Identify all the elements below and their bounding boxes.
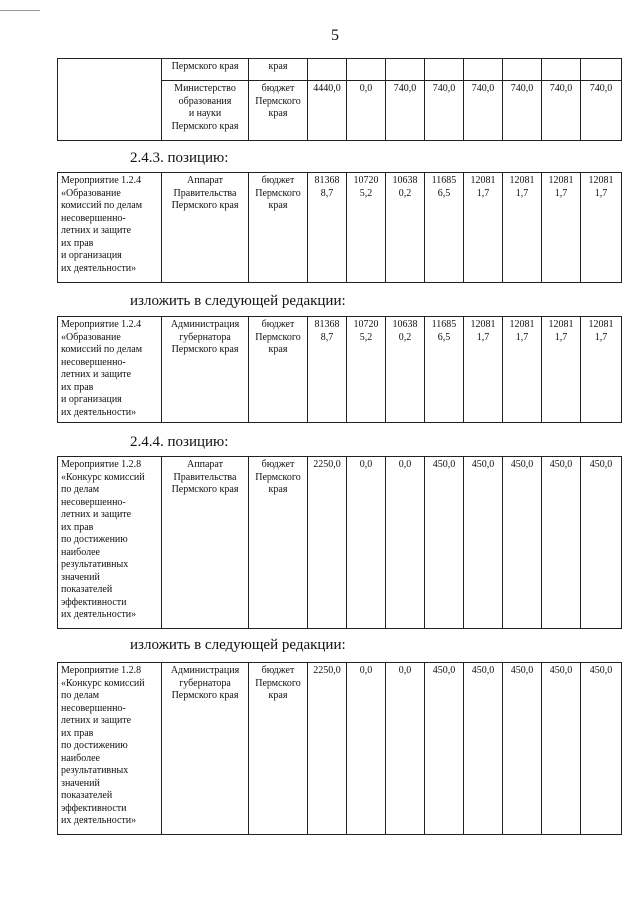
event-cell [58,59,162,141]
value-cell: 450,0 [503,457,542,629]
value-cell: 81368 8,7 [308,317,347,423]
value-cell: 0,0 [347,81,386,141]
value-cell: 450,0 [581,457,622,629]
value-cell: 450,0 [503,663,542,835]
value-cell: 740,0 [581,81,622,141]
value-cell [542,59,581,81]
value-cell: 12081 1,7 [542,173,581,283]
table-row [58,59,622,81]
value-cell [581,59,622,81]
event-cell: Мероприятие 1.2.8 «Конкурс комиссий по делам несовершенно- летних и защите их прав по достижению наиболее результативных значений показателей эффективности их деятельности» [58,457,162,629]
table-row [58,173,622,283]
value-cell: 12081 1,7 [464,317,503,423]
source-cell: бюджет Пермского края [249,173,308,283]
value-cell: 11685 6,5 [425,317,464,423]
source-cell: бюджет Пермского края [249,317,308,423]
value-cell: 0,0 [386,663,425,835]
event-cell: Мероприятие 1.2.8 «Конкурс комиссий по делам несовершенно- летних и защите их прав по достижению наиболее результативных значений показателей эффективности их деятельности» [58,663,162,835]
value-cell: 2250,0 [308,663,347,835]
value-cell: 4440,0 [308,81,347,141]
value-cell: 12081 1,7 [464,173,503,283]
value-cell: 0,0 [347,457,386,629]
measure-table-1-2-8-new [57,662,622,835]
value-cell: 740,0 [386,81,425,141]
value-cell: 12081 1,7 [581,173,622,283]
executor-cell: Аппарат Правительства Пермского края [162,457,249,629]
source-cell: края [249,59,308,81]
value-cell [347,59,386,81]
heading-2-4-4: 2.4.4. позицию: [130,434,229,450]
value-cell: 450,0 [425,663,464,835]
value-cell: 10638 0,2 [386,317,425,423]
event-cell: Мероприятие 1.2.4 «Образование комиссий по делам несовершенно- летних и защите их прав и организация их деятельности» [58,173,162,283]
executor-cell: Министерство образования и науки Пермского края [162,81,249,141]
table-row [58,457,622,629]
source-cell: бюджет Пермского края [249,663,308,835]
value-cell: 10720 5,2 [347,173,386,283]
value-cell: 450,0 [425,457,464,629]
value-cell: 740,0 [464,81,503,141]
value-cell [464,59,503,81]
value-cell: 0,0 [347,663,386,835]
value-cell: 11685 6,5 [425,173,464,283]
value-cell [308,59,347,81]
executor-cell: Аппарат Правительства Пермского края [162,173,249,283]
heading-new-edition-1: изложить в следующей редакции: [130,293,346,309]
source-cell: бюджет Пермского края [249,81,308,141]
value-cell: 450,0 [464,663,503,835]
measure-table-1-2-8-old [57,456,622,629]
value-cell: 2250,0 [308,457,347,629]
value-cell: 10720 5,2 [347,317,386,423]
value-cell: 740,0 [542,81,581,141]
value-cell [425,59,464,81]
value-cell: 12081 1,7 [581,317,622,423]
value-cell [503,59,542,81]
value-cell [386,59,425,81]
value-cell: 740,0 [425,81,464,141]
scan-top-line [0,10,40,11]
value-cell: 450,0 [581,663,622,835]
page-number: 5 [331,27,339,44]
value-cell: 12081 1,7 [503,317,542,423]
table-row [58,317,622,423]
executor-cell: Администрация губернатора Пермского края [162,317,249,423]
value-cell: 450,0 [542,663,581,835]
continuation-table [57,58,622,141]
value-cell: 450,0 [464,457,503,629]
executor-cell: Администрация губернатора Пермского края [162,663,249,835]
value-cell: 12081 1,7 [503,173,542,283]
measure-table-1-2-4-new [57,316,622,423]
event-cell: Мероприятие 1.2.4 «Образование комиссий по делам несовершенно- летних и защите их прав и организация их деятельности» [58,317,162,423]
value-cell: 10638 0,2 [386,173,425,283]
table-row [58,663,622,835]
heading-2-4-3: 2.4.3. позицию: [130,150,229,166]
heading-new-edition-2: изложить в следующей редакции: [130,637,346,653]
value-cell: 81368 8,7 [308,173,347,283]
value-cell: 0,0 [386,457,425,629]
source-cell: бюджет Пермского края [249,457,308,629]
value-cell: 12081 1,7 [542,317,581,423]
value-cell: 450,0 [542,457,581,629]
executor-cell: Пермского края [162,59,249,81]
measure-table-1-2-4-old [57,172,622,283]
value-cell: 740,0 [503,81,542,141]
